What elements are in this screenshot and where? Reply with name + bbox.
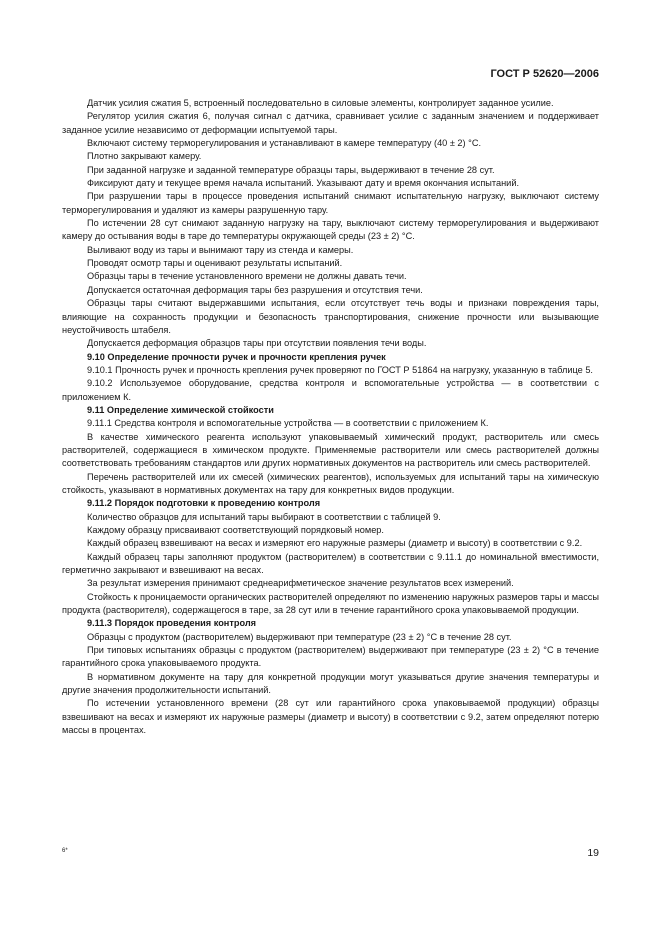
body-paragraph: В нормативном документе на тару для конкретной продукции могут указываться другие значения температуры и другие значения продолжительности испытаний.	[62, 671, 599, 696]
body-paragraph: Образцы тары в течение установленного времени не должны давать течи.	[87, 271, 407, 282]
body-paragraph: Выливают воду из тары и вынимают тару из стенда и камеры.	[87, 244, 354, 255]
body-paragraph: 9.10.2 Используемое оборудование, средства контроля и вспомогательные устройства — в соответствии с приложением К.	[62, 378, 599, 402]
section-heading: 9.10 Определение прочности ручек и прочности крепления ручек	[87, 351, 386, 362]
body-paragraph: Допускается деформация образцов тары при отсутствии появления течи воды.	[87, 338, 427, 349]
body-paragraph: При типовых испытаниях образцы с продуктом (растворителем) выдерживают при температуре (23 ± 2) °С в течение гарантийного срока упаковываемого продукта.	[62, 645, 599, 669]
body-paragraph: В качестве химического реагента используют упаковываемый химический продукт, растворитель или смесь растворителей, содержащиеся в химическом продукте. Применяемые растворители или смесь растворителей должны соответствовать требованиям стандартов или других нормативных документов на растворитель или смесь растворителей.	[62, 431, 599, 469]
document-code: ГОСТ Р 52620—2006	[490, 68, 599, 80]
body-paragraph: По истечении установленного времени (28 сут или гарантийного срока упаковываемой продукции) образцы взвешивают на весах и измеряют их наружные размеры (диаметр и высоту) в соответствии с 9.2, затем определяют потерю массы в процентах.	[62, 698, 599, 736]
section-heading: 9.11 Определение химической стойкости	[87, 404, 274, 415]
body-paragraph: Плотно закрывают камеру.	[87, 151, 202, 162]
body-paragraph: 9.11.1 Средства контроля и вспомогательные устройства — в соответствии с приложением К.	[87, 418, 489, 429]
body-paragraph: Количество образцов для испытаний тары выбирают в соответствии с таблицей 9.	[87, 511, 441, 522]
body-paragraph: Допускается остаточная деформация тары без разрушения и отсутствия течи.	[87, 284, 423, 295]
body-paragraph: Стойкость к проницаемости органических растворителей определяют по изменению наружных размеров тары и массы продукта (растворителя), содержащегося в таре, за 28 сут или в течение гарантийного срока упаковываемой продукции.	[62, 591, 599, 616]
body-paragraph: 9.10.1 Прочность ручек и прочность крепления ручек проверяют по ГОСТ Р 51864 на нагрузку, указанную в таблице 5.	[87, 364, 593, 375]
body-paragraph: Фиксируют дату и текущее время начала испытаний. Указывают дату и время окончания испытаний.	[87, 178, 520, 189]
body-paragraph: При разрушении тары в процессе проведения испытаний снимают испытательную нагрузку, выключают систему терморегулирования и удаляют из камеры разрушенную тару.	[62, 191, 599, 215]
body-paragraph: Датчик усилия сжатия 5, встроенный последовательно в силовые элементы, контролирует заданное усилие.	[87, 98, 554, 108]
body-paragraph: Проводят осмотр тары и оценивают результаты испытаний.	[87, 258, 343, 269]
document-body	[62, 97, 599, 738]
section-heading: 9.11.3 Порядок проведения контроля	[87, 618, 257, 629]
sheet-mark: 6*	[62, 848, 68, 854]
body-paragraph: Образцы с продуктом (растворителем) выдерживают при температуре (23 ± 2) °С в течение 28 сут.	[87, 631, 512, 642]
body-paragraph: При заданной нагрузке и заданной температуре образцы тары, выдерживают в течение 28 сут.	[87, 164, 495, 175]
body-paragraph: Каждый образец взвешивают на весах и измеряют его наружные размеры (диаметр и высоту) в соответствии с 9.2.	[87, 538, 583, 549]
body-paragraph: Перечень растворителей или их смесей (химических реагентов), используемых для испытаний тары на химическую стойкость, указывают в нормативных документах на тару для конкретных видов продукции.	[62, 471, 599, 495]
body-paragraph: Образцы тары считают выдержавшими испытания, если отсутствует течь воды и признаки повреждения тары, влияющие на сохранность продукции и безопасность транспортирования, снижение прочности или вызывающие неустойчивость штабеля.	[62, 298, 599, 335]
page-number: 19	[587, 847, 599, 859]
section-heading: 9.11.2 Порядок подготовки к проведению контроля	[87, 498, 321, 509]
body-paragraph: Каждый образец тары заполняют продуктом (растворителем) в соответствии с 9.11.1 до номинальной вместимости, герметично закрывают и взвешивают на весах.	[62, 551, 599, 576]
body-paragraph: Регулятор усилия сжатия 6, получая сигнал с датчика, сравнивает усилие с заданным значением и поддерживает заданное усилие независимо от деформации испытуемой тары.	[62, 111, 599, 135]
body-paragraph: Включают систему терморегулирования и устанавливают в камере температуру (40 ± 2) °С.	[87, 138, 482, 149]
body-paragraph: За результат измерения принимают среднеарифметическое значение результатов всех измерений.	[87, 578, 514, 589]
body-paragraph: Каждому образцу присваивают соответствующий порядковый номер.	[87, 525, 384, 535]
body-paragraph: По истечении 28 сут снимают заданную нагрузку на тару, выключают систему терморегулирования и выдерживают камеру до остывания воды в таре до температуры окружающей среды (23 ± 2) °С.	[62, 218, 599, 242]
